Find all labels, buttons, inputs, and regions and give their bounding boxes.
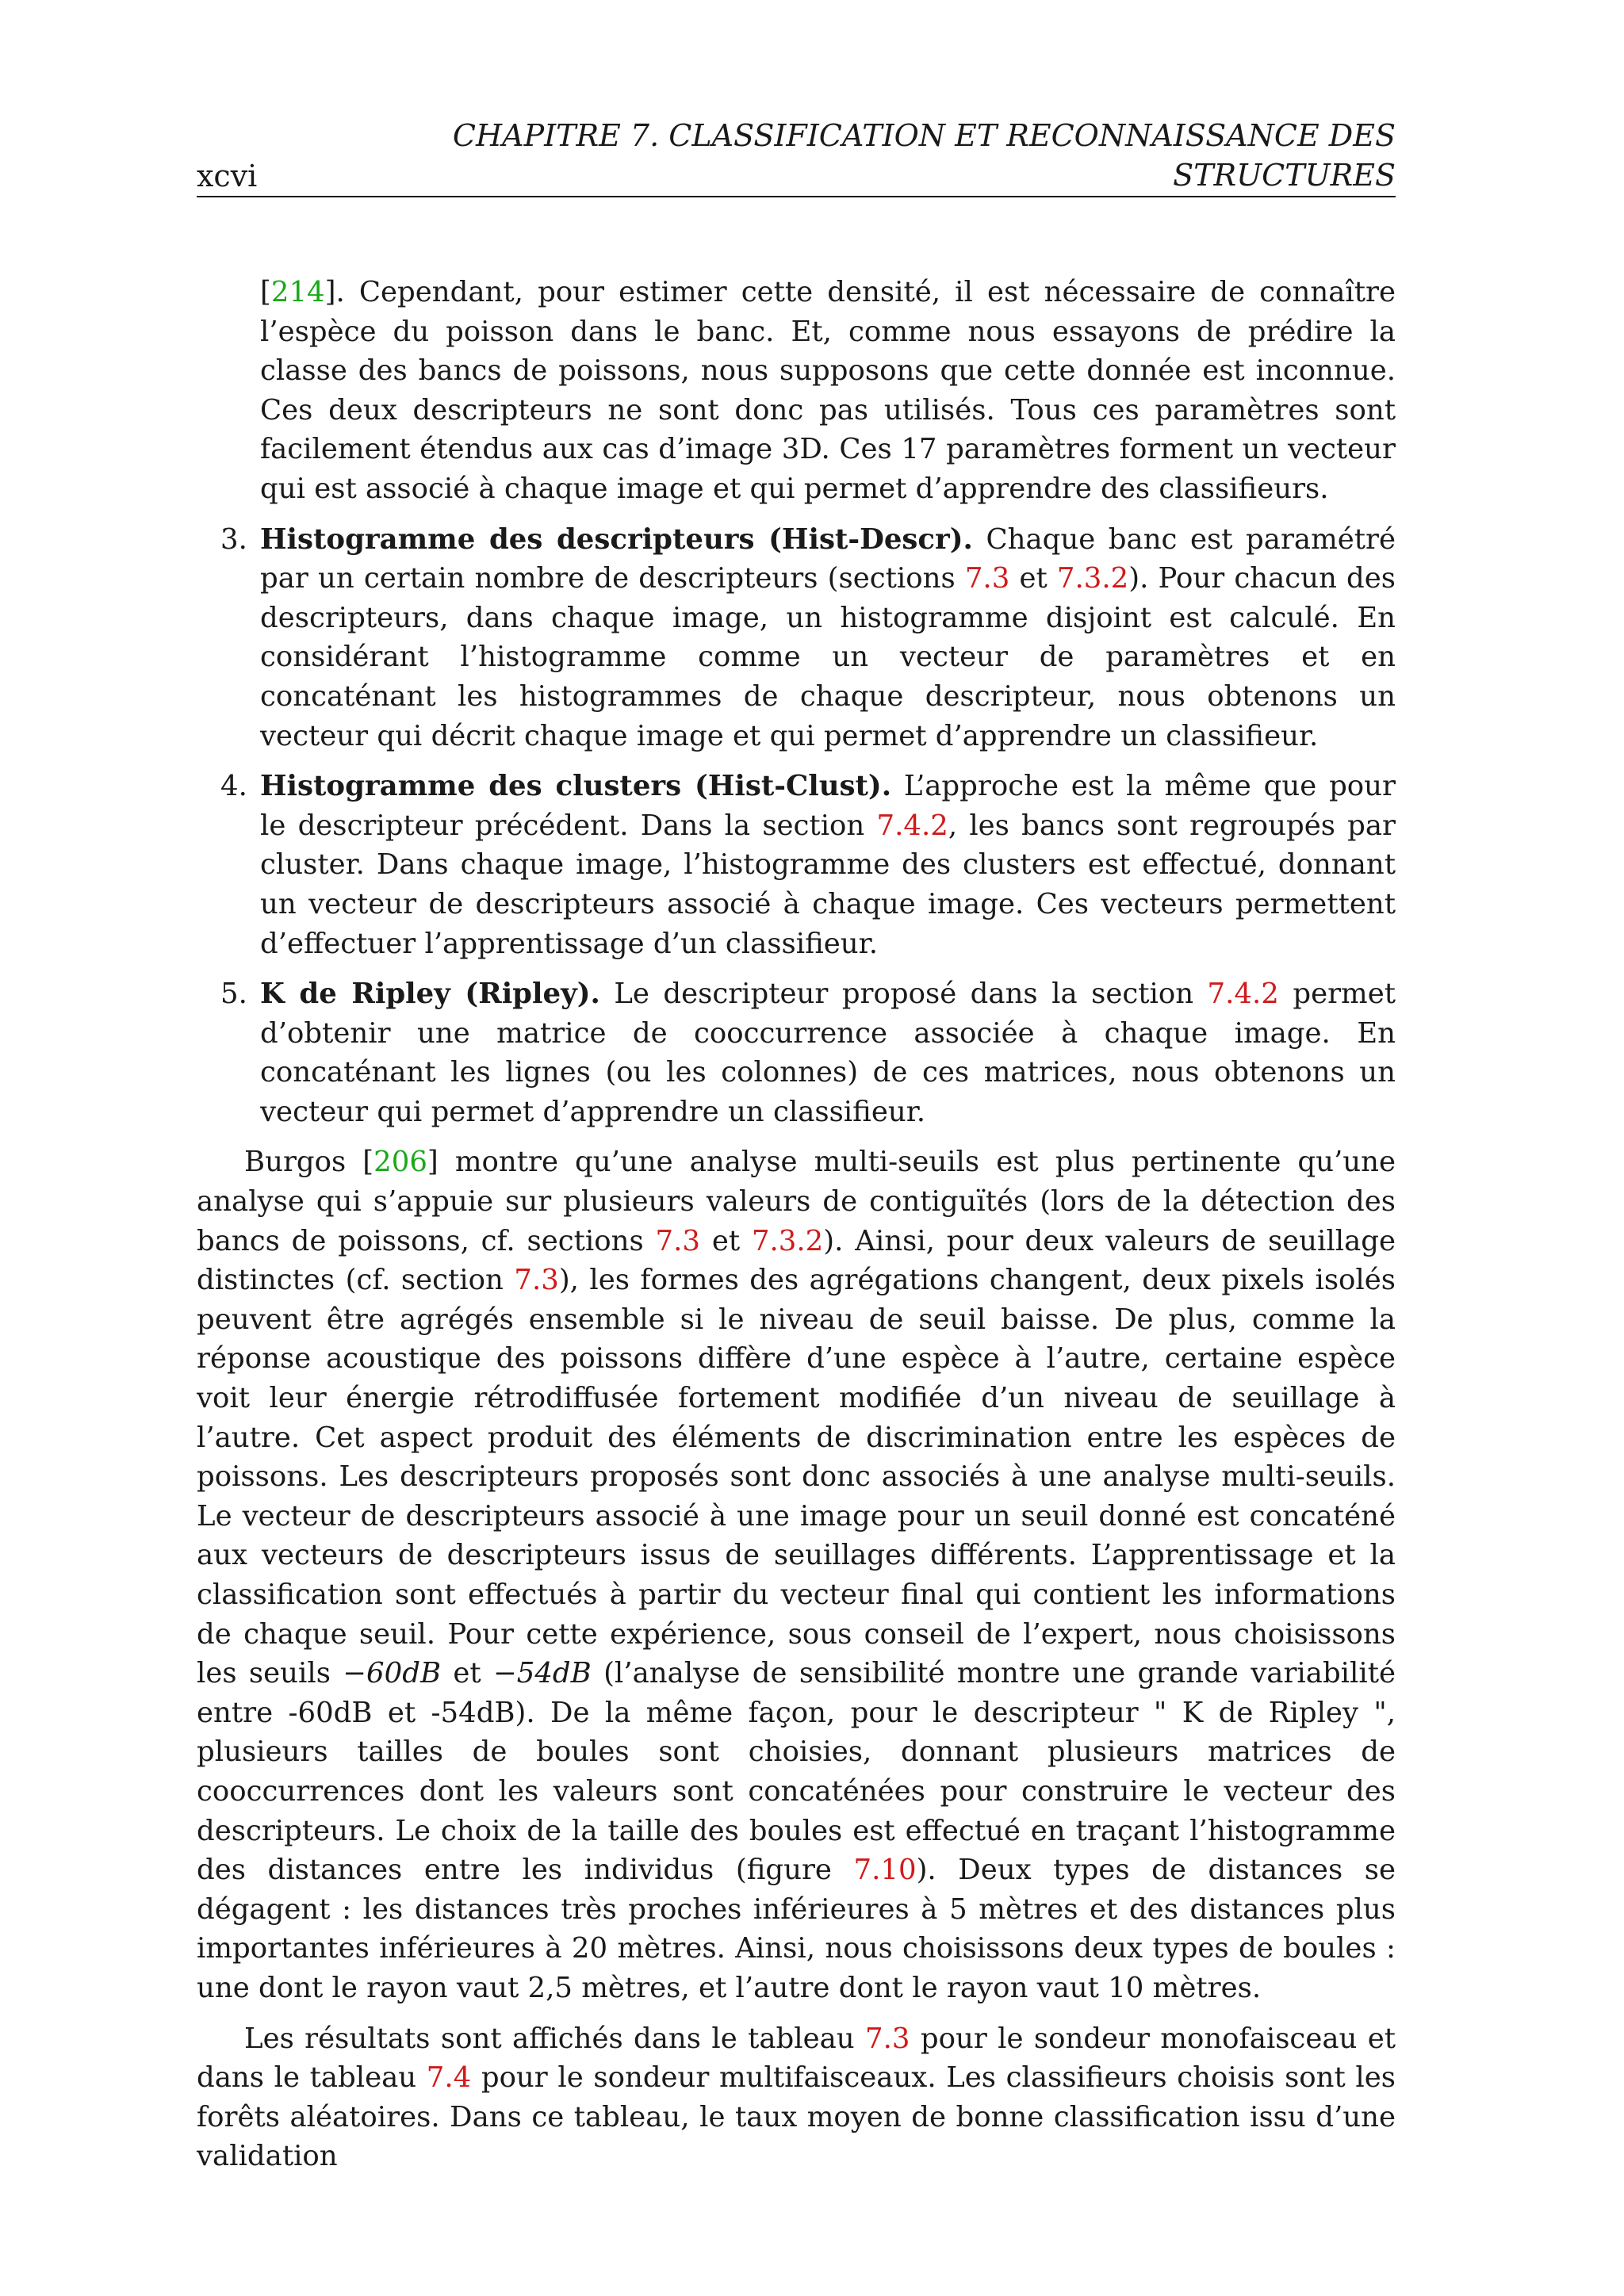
- list-item: [197, 974, 1396, 1131]
- list-item-text: ). Pour chacun des descripteurs, dans chaque image, un histogramme disjoint est calculé. En considérant l’histogramme comme un vecteur de paramètres et en concaténant les histogrammes de chaque descripteur, nous obtenons un vecteur qui décrit chaque image et qui permet d’apprendre un classifieur.: [260, 562, 1396, 752]
- citation-link[interactable]: 214: [270, 276, 325, 308]
- section-link[interactable]: 7.3.2: [1056, 562, 1129, 595]
- section-link[interactable]: 7.3: [964, 562, 1010, 595]
- paragraph-text: et: [441, 1657, 493, 1690]
- list-item: [197, 767, 1396, 963]
- math-threshold-2: −54dB: [493, 1657, 592, 1690]
- page-body: [197, 273, 1396, 2176]
- continuation-paragraph: [214]. Cependant, pour estimer cette densité, il est nécessaire de connaître l’espèce du poisson dans le banc. Et, comme nous essayons de prédire la classe des bancs de poissons, nous supposons que cette donnée est inconnue. Ces deux descripteurs ne sont donc pas utilisés. Tous ces paramètres sont facilement étendus aux cas d’image 3D. Ces 17 paramètres forment un vecteur qui est associé à chaque image et qui permet d’apprendre des classifieurs.: [260, 276, 1396, 505]
- list-item-number: 5.: [220, 978, 247, 1011]
- running-head-line-2: STRUCTURES: [1173, 158, 1396, 193]
- list-item-number: 3.: [220, 522, 247, 556]
- header-rule: [197, 196, 1396, 197]
- table-link[interactable]: 7.3: [865, 2022, 910, 2055]
- list-item-title: Histogramme des descripteurs (Hist-Descr).: [260, 522, 973, 556]
- figure-link[interactable]: 7.10: [853, 1854, 917, 1887]
- list-item-text: permet d’obtenir une matrice de cooccurrence associée à chaque image. En concaténant les lignes (ou les colonnes) de ces matrices, nous obtenons un vecteur qui permet d’apprendre un classifieur.: [260, 978, 1396, 1128]
- math-threshold-1: −60dB: [343, 1657, 442, 1690]
- list-item-text: L’approche est la même que pour le descripteur précédent. Dans la section: [260, 770, 1396, 842]
- paragraph-text: ). Deux types de distances se dégagent : les distances très proches inférieures à 5 mètres et des distances plus importantes inférieures à 20 mètres. Ainsi, nous choisissons deux types de boules : une dont le rayon vaut 2,5 mètres, et l’autre dont le rayon vaut 10 mètres.: [197, 1854, 1396, 2004]
- paragraph-text: Les résultats sont affichés dans le tableau: [244, 2022, 866, 2055]
- running-head: [444, 116, 1396, 195]
- section-link[interactable]: 7.3: [514, 1264, 559, 1297]
- running-head-line-1: CHAPITRE 7. CLASSIFICATION ET RECONNAISSANCE DES: [452, 118, 1396, 153]
- paragraph-multi-threshold: [197, 1142, 1396, 2007]
- section-link[interactable]: 7.4.2: [876, 809, 948, 842]
- list-item: [197, 520, 1396, 756]
- continuation-text: . Cependant, pour estimer cette densité, il est nécessaire de connaître l’espèce du poisson dans le banc. Et, comme nous essayons de prédire la classe des bancs de poissons, nous supposons que cette donnée est inconnue. Ces deux descripteurs ne sont donc pas utilisés. Tous ces paramètres sont facilement étendus aux cas d’image 3D. Ces 17 paramètres forment un vecteur qui est associé à chaque image et qui permet d’apprendre des classifieurs.: [260, 276, 1396, 505]
- paragraph-text: pour le sondeur monofaisceau et dans le tableau: [197, 2022, 1396, 2095]
- list-item-number: 4.: [220, 770, 247, 803]
- list-item-text: , les bancs sont regroupés par cluster. Dans chaque image, l’histogramme des clusters est effectué, donnant un vecteur de descripteurs associé à chaque image. Ces vecteurs permettent d’effectuer l’apprentissage d’un classifieur.: [260, 809, 1396, 960]
- paragraph-text: Burgos [: [244, 1146, 374, 1179]
- paragraph-text: et: [700, 1224, 752, 1257]
- section-link[interactable]: 7.3.2: [751, 1224, 824, 1257]
- citation-link[interactable]: 206: [373, 1146, 427, 1179]
- list-item-text: Chaque banc est paramétré par un certain nombre de descripteurs (sections: [260, 522, 1396, 595]
- paragraph-text: ] montre qu’une analyse multi-seuils est plus pertinente qu’une analyse qui s’appuie sur plusieurs valeurs de contiguïtés (lors de la détection des bancs de poissons, cf. sections: [197, 1146, 1396, 1257]
- descriptor-list: [197, 520, 1396, 1132]
- list-item-title: Histogramme des clusters (Hist-Clust).: [260, 770, 892, 803]
- list-item-title: K de Ripley (Ripley).: [260, 978, 600, 1011]
- section-link[interactable]: 7.3: [655, 1224, 701, 1257]
- list-item-text: et: [1009, 562, 1057, 595]
- paragraph-text: ), les formes des agrégations changent, deux pixels isolés peuvent être agrégés ensemble si le niveau de seuil baisse. De plus, comme la réponse acoustique des poissons diffère d’une espèce à l’autre, certaine espèce voit leur énergie rétrodiffusée fortement modifiée d’un niveau de seuillage à l’autre. Cet aspect produit des éléments de discrimination entre les espèces de poissons. Les descripteurs proposés sont donc associés à une analyse multi-seuils. Le vecteur de descripteurs associé à une image pour un seuil donné est concaténé aux vecteurs de descripteurs issus de seuillages différents. L’apprentissage et la classification sont effectués à partir du vecteur final qui contient les informations de chaque seuil. Pour cette expérience, sous conseil de l’expert, nous choisissons les seuils: [197, 1264, 1396, 1690]
- list-item-text: Le descripteur proposé dans la section: [599, 978, 1208, 1011]
- table-link[interactable]: 7.4: [426, 2061, 472, 2095]
- paragraph-text: ). Ainsi, pour deux valeurs de seuillage distinctes (cf. section: [197, 1224, 1396, 1297]
- paragraph-text: pour le sondeur multifaisceaux. Les classifieurs choisis sont les forêts aléatoires. Dans ce tableau, le taux moyen de bonne classification issu d’une validation: [197, 2061, 1396, 2173]
- paragraph-text: (l’analyse de sensibilité montre une grande variabilité entre -60dB et -54dB). De la même façon, pour le descripteur " K de Ripley ", plusieurs tailles de boules sont choisies, donnant plusieurs matrices de cooccurrences dont les valeurs sont concaténées pour construire le vecteur des descripteurs. Le choix de la taille des boules est effectué en traçant l’histogramme des distances entre les individus (figure: [197, 1657, 1396, 1887]
- section-link[interactable]: 7.4.2: [1207, 978, 1279, 1011]
- page-number: xcvi: [197, 159, 258, 193]
- paragraph-results: [197, 2019, 1396, 2176]
